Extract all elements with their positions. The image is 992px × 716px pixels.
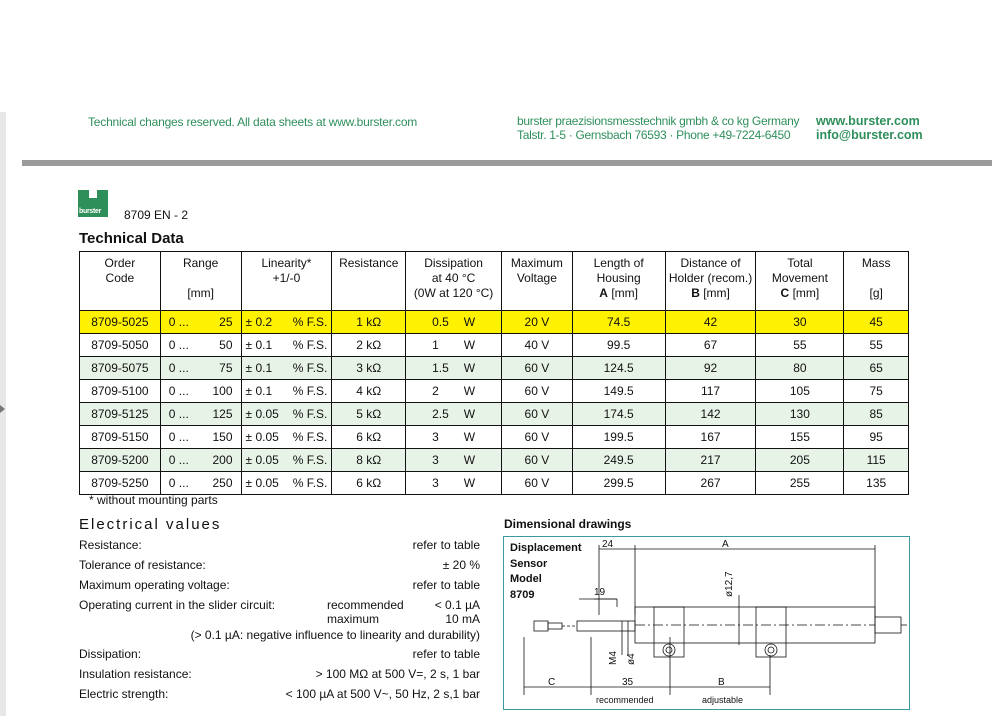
header-mass: Mass [g]: [844, 252, 909, 311]
cell-range: 0 ... 50: [160, 334, 241, 357]
cell-length-housing: 199.5: [572, 426, 665, 449]
cell-max-voltage: 60 V: [502, 380, 573, 403]
cell-length-housing: 149.5: [572, 380, 665, 403]
header-max-voltage: Maximum Voltage: [502, 252, 573, 311]
dissipation-label: Dissipation:: [79, 647, 142, 661]
cell-distance-holder: 42: [665, 311, 756, 334]
header-dissipation: Dissipation at 40 °C (0W at 120 °C): [406, 252, 502, 311]
cell-length-housing: 99.5: [572, 334, 665, 357]
cell-distance-holder: 142: [665, 403, 756, 426]
cell-dissipation: 3 W: [406, 449, 502, 472]
cell-distance-holder: 217: [665, 449, 756, 472]
cell-dissipation: 1 W: [406, 334, 502, 357]
resistance-label: Resistance:: [79, 538, 142, 552]
cell-length-housing: 174.5: [572, 403, 665, 426]
cell-distance-holder: 117: [665, 380, 756, 403]
dim-c: C: [548, 677, 556, 688]
dim-12-7: ø12,7: [724, 571, 735, 597]
cell-order-code: 8709-5075: [80, 357, 161, 380]
cell-order-code: 8709-5025: [80, 311, 161, 334]
header-resistance: Resistance: [332, 252, 406, 311]
header-total-movement: Total Movement C [mm]: [756, 252, 844, 311]
header-range: Range [mm]: [160, 252, 241, 311]
current-recommended-value: < 0.1 µA: [434, 598, 480, 612]
cell-linearity: ± 0.05 % F.S.: [241, 426, 332, 449]
dim-19: 19: [594, 587, 606, 598]
dim-b: B: [718, 677, 725, 688]
cell-length-housing: 74.5: [572, 311, 665, 334]
cell-mass: 45: [844, 311, 909, 334]
cell-length-housing: 124.5: [572, 357, 665, 380]
cell-max-voltage: 60 V: [502, 357, 573, 380]
cell-length-housing: 299.5: [572, 472, 665, 495]
cell-distance-holder: 267: [665, 472, 756, 495]
cell-order-code: 8709-5150: [80, 426, 161, 449]
edge-arrow-icon: [0, 405, 5, 413]
website-link[interactable]: www.burster.com: [816, 114, 920, 128]
table-row: [80, 472, 909, 495]
header-divider: [22, 160, 992, 166]
cell-dissipation: 1.5 W: [406, 357, 502, 380]
dimensional-drawings-title: Dimensional drawings: [504, 517, 632, 531]
electrical-values-title: Electrical values: [79, 516, 222, 533]
dim-24: 24: [602, 539, 614, 550]
cell-linearity: ± 0.1 % F.S.: [241, 380, 332, 403]
header-distance-holder: Distance of Holder (recom.) B [mm]: [665, 252, 756, 311]
cell-linearity: ± 0.1 % F.S.: [241, 334, 332, 357]
current-maximum-label: maximum: [327, 612, 380, 626]
dissipation-value: refer to table: [412, 647, 480, 661]
cell-range: 0 ... 125: [160, 403, 241, 426]
strength-label: Electric strength:: [79, 687, 169, 701]
cell-resistance: 4 kΩ: [332, 380, 406, 403]
company-line-1: burster praezisionsmesstechnik gmbh & co kg Germany: [517, 114, 800, 128]
cell-max-voltage: 60 V: [502, 472, 573, 495]
header-length-housing: Length of Housing A [mm]: [572, 252, 665, 311]
strength-value: < 100 µA at 500 V~, 50 Hz, 2 s,1 bar: [285, 687, 480, 701]
header-order-code: Order Code: [80, 252, 161, 311]
cell-dissipation: 0.5 W: [406, 311, 502, 334]
table-row: [80, 334, 909, 357]
cell-order-code: 8709-5050: [80, 334, 161, 357]
table-row: [80, 403, 909, 426]
cell-mass: 65: [844, 357, 909, 380]
table-row: [80, 380, 909, 403]
cell-linearity: ± 0.1 % F.S.: [241, 357, 332, 380]
cell-linearity: ± 0.05 % F.S.: [241, 403, 332, 426]
sensor-drawing: [504, 537, 909, 709]
cell-total-movement: 130: [756, 403, 844, 426]
cell-max-voltage: 60 V: [502, 449, 573, 472]
cell-order-code: 8709-5125: [80, 403, 161, 426]
cell-order-code: 8709-5250: [80, 472, 161, 495]
technical-data-table: [79, 251, 909, 495]
cell-total-movement: 205: [756, 449, 844, 472]
dimensional-drawing-box: [503, 536, 910, 710]
cell-total-movement: 155: [756, 426, 844, 449]
cell-max-voltage: 20 V: [502, 311, 573, 334]
header-linearity: Linearity* +1/-0: [241, 252, 332, 311]
cell-mass: 115: [844, 449, 909, 472]
label-adjustable: adjustable: [702, 695, 744, 705]
cell-max-voltage: 60 V: [502, 403, 573, 426]
technical-data-title: Technical Data: [79, 230, 184, 247]
burster-logo: burster: [78, 190, 108, 217]
cell-range: 0 ... 75: [160, 357, 241, 380]
cell-linearity: ± 0.05 % F.S.: [241, 472, 332, 495]
cell-total-movement: 105: [756, 380, 844, 403]
insulation-value: > 100 MΩ at 500 V=, 2 s, 1 bar: [315, 667, 480, 681]
dim-a: A: [722, 539, 729, 550]
cell-max-voltage: 40 V: [502, 334, 573, 357]
current-recommended-label: recommended: [327, 598, 404, 612]
cell-resistance: 8 kΩ: [332, 449, 406, 472]
cell-mass: 75: [844, 380, 909, 403]
cell-dissipation: 3 W: [406, 426, 502, 449]
table-body: [80, 311, 909, 495]
insulation-label: Insulation resistance:: [79, 667, 192, 681]
company-line-2: Talstr. 1-5 · Gernsbach 76593 · Phone +49-7224-6450: [517, 128, 791, 142]
dim-35: 35: [622, 677, 634, 688]
email-link[interactable]: info@burster.com: [816, 128, 923, 142]
cell-dissipation: 3 W: [406, 472, 502, 495]
cell-resistance: 3 kΩ: [332, 357, 406, 380]
left-page-edge: [0, 112, 6, 716]
cell-length-housing: 249.5: [572, 449, 665, 472]
cell-total-movement: 55: [756, 334, 844, 357]
header-contacts: [816, 114, 923, 142]
cell-max-voltage: 60 V: [502, 426, 573, 449]
table-row: [80, 357, 909, 380]
cell-resistance: 2 kΩ: [332, 334, 406, 357]
cell-mass: 95: [844, 426, 909, 449]
cell-order-code: 8709-5200: [80, 449, 161, 472]
caption-line-3: Model: [510, 573, 542, 585]
current-maximum-value: 10 mA: [445, 612, 480, 626]
cell-resistance: 1 kΩ: [332, 311, 406, 334]
max-voltage-value: refer to table: [412, 578, 480, 592]
cell-dissipation: 2.5 W: [406, 403, 502, 426]
cell-distance-holder: 67: [665, 334, 756, 357]
cell-mass: 55: [844, 334, 909, 357]
label-recommended: recommended: [596, 695, 654, 705]
cell-total-movement: 255: [756, 472, 844, 495]
table-footnote: * without mounting parts: [89, 493, 218, 507]
table-row: [80, 311, 909, 334]
resistance-value: refer to table: [412, 538, 480, 552]
cell-range: 0 ... 200: [160, 449, 241, 472]
cell-resistance: 6 kΩ: [332, 426, 406, 449]
cell-linearity: ± 0.05 % F.S.: [241, 449, 332, 472]
cell-distance-holder: 92: [665, 357, 756, 380]
tolerance-value: ± 20 %: [442, 558, 480, 572]
dim-phi4: ø4: [626, 653, 637, 665]
table-row: [80, 449, 909, 472]
dim-m4: M4: [608, 651, 619, 665]
cell-range: 0 ... 25: [160, 311, 241, 334]
caption-line-1: Displacement: [510, 542, 582, 554]
table-row: [80, 426, 909, 449]
cell-order-code: 8709-5100: [80, 380, 161, 403]
header-company: [517, 114, 799, 142]
current-note: (> 0.1 µA: negative influence to linearity and durability): [190, 628, 480, 642]
cell-resistance: 5 kΩ: [332, 403, 406, 426]
cell-mass: 85: [844, 403, 909, 426]
caption-line-4: 8709: [510, 589, 535, 601]
caption-line-2: Sensor: [510, 558, 548, 570]
cell-range: 0 ... 250: [160, 472, 241, 495]
cell-range: 0 ... 100: [160, 380, 241, 403]
tolerance-label: Tolerance of resistance:: [79, 558, 206, 572]
cell-total-movement: 30: [756, 311, 844, 334]
cell-total-movement: 80: [756, 357, 844, 380]
document-code: 8709 EN - 2: [124, 208, 189, 222]
cell-mass: 135: [844, 472, 909, 495]
max-voltage-label: Maximum operating voltage:: [79, 578, 230, 592]
cell-range: 0 ... 150: [160, 426, 241, 449]
cell-resistance: 6 kΩ: [332, 472, 406, 495]
current-label: Operating current in the slider circuit:: [79, 598, 276, 612]
table-header-row: [80, 252, 909, 311]
header-disclaimer: Technical changes reserved. All data sheets at www.burster.com: [88, 115, 418, 129]
cell-linearity: ± 0.2 % F.S.: [241, 311, 332, 334]
cell-dissipation: 2 W: [406, 380, 502, 403]
cell-distance-holder: 167: [665, 426, 756, 449]
